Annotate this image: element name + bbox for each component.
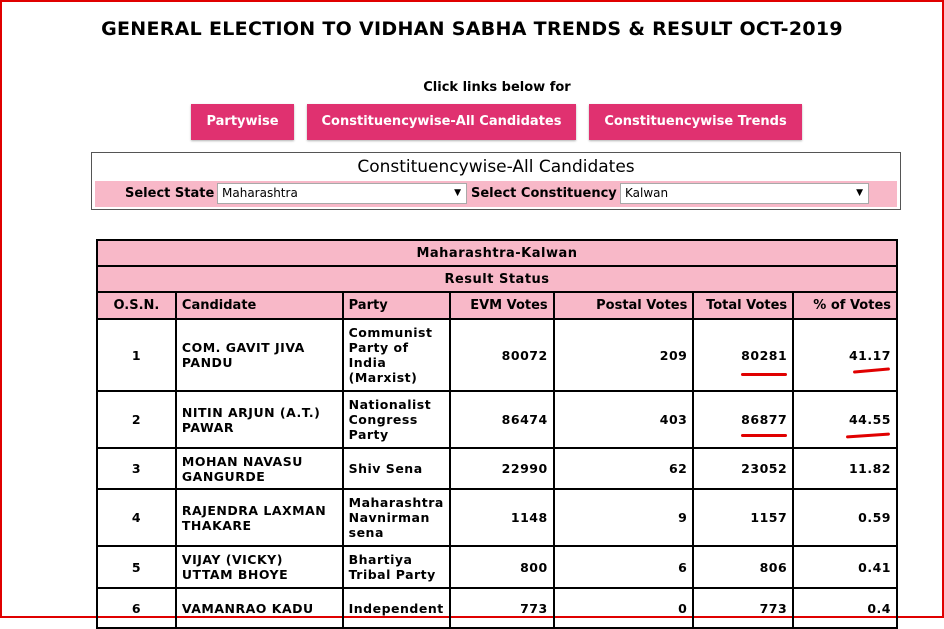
row-pct: 44.55 [793,391,897,448]
constituency-select[interactable] [620,183,869,204]
panel-title: Constituencywise-All Candidates [357,157,635,177]
constituencywise-all-button[interactable]: Constituencywise-All Candidates [307,104,576,140]
constituencywise-trends-button[interactable]: Constituencywise Trends [589,104,802,140]
row-party: Communist Party of India (Marxist) [343,319,450,391]
row-party: Shiv Sena [343,448,450,489]
row-pct: 0.59 [793,489,897,546]
row-party: Independent [343,588,450,628]
row-osn: 6 [97,588,176,628]
row-evm: 80072 [450,319,554,391]
chevron-down-icon: ▼ [454,188,461,198]
row-candidate: NITIN ARJUN (A.T.) PAWAR [176,391,343,448]
selection-panel [91,152,901,210]
col-party: Party [343,292,450,319]
row-candidate: MOHAN NAVASU GANGURDE [176,448,343,489]
table-row [97,489,897,546]
constituency-label: Select Constituency [471,186,617,201]
row-party: Nationalist Congress Party [343,391,450,448]
row-party: Maharashtra Navnirman sena [343,489,450,546]
row-total: 806 [693,546,793,588]
row-pct: 11.82 [793,448,897,489]
row-candidate: COM. GAVIT JIVA PANDU [176,319,343,391]
col-postal-votes: Postal Votes [554,292,694,319]
row-party: Bhartiya Tribal Party [343,546,450,588]
row-total: 86877 [693,391,793,448]
row-osn: 2 [97,391,176,448]
col-osn: O.S.N. [97,292,176,319]
row-candidate: RAJENDRA LAXMAN THAKARE [176,489,343,546]
row-evm: 86474 [450,391,554,448]
row-candidate: VIJAY (VICKY) UTTAM BHOYE [176,546,343,588]
row-osn: 4 [97,489,176,546]
table-row [97,448,897,489]
row-candidate: VAMANRAO KADU [176,588,343,628]
row-total: 773 [693,588,793,628]
row-postal: 209 [554,319,694,391]
row-pct: 0.41 [793,546,897,588]
row-evm: 773 [450,588,554,628]
table-heading: Maharashtra-Kalwan [97,240,897,266]
selection-row [95,181,897,207]
row-evm: 1148 [450,489,554,546]
page-title: GENERAL ELECTION TO VIDHAN SABHA TRENDS & RESULT OCT-2019 [101,18,843,40]
row-osn: 3 [97,448,176,489]
state-select[interactable] [217,183,467,204]
chevron-down-icon: ▼ [856,188,863,198]
result-status: Result Status [97,266,897,292]
col-candidate: Candidate [176,292,343,319]
row-evm: 800 [450,546,554,588]
row-postal: 9 [554,489,694,546]
table-row [97,546,897,588]
annotation-underline [741,434,787,437]
col-evm-votes: EVM Votes [450,292,554,319]
row-pct: 41.17 [793,319,897,391]
links-caption: Click links below for [423,80,571,95]
row-total: 23052 [693,448,793,489]
row-postal: 6 [554,546,694,588]
row-postal: 403 [554,391,694,448]
table-row [97,588,897,628]
row-postal: 62 [554,448,694,489]
row-total: 1157 [693,489,793,546]
row-osn: 5 [97,546,176,588]
state-select-value: Maharashtra [222,186,298,200]
row-osn: 1 [97,319,176,391]
table-row [97,391,897,448]
partywise-button[interactable]: Partywise [191,104,294,140]
constituency-select-value: Kalwan [625,186,669,200]
annotation-underline [741,373,787,376]
table-row [97,319,897,391]
col-total-votes: Total Votes [693,292,793,319]
row-pct: 0.4 [793,588,897,628]
state-label: Select State [125,186,215,201]
col-pct-votes: % of Votes [793,292,897,319]
row-evm: 22990 [450,448,554,489]
row-postal: 0 [554,588,694,628]
row-total: 80281 [693,319,793,391]
